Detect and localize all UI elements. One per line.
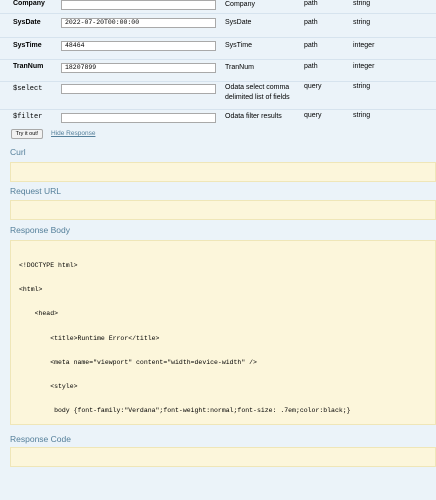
param-description: Odata filter results (225, 113, 282, 120)
response-code-heading: Response Code (10, 434, 71, 444)
response-body-box[interactable] (10, 240, 436, 425)
param-description: SysTime (225, 42, 252, 49)
param-row-systime (0, 38, 436, 60)
param-data-type: string (353, 19, 371, 26)
code-line: <title>Runtime Error</title> (19, 334, 160, 342)
request-url-heading: Request URL (10, 186, 62, 196)
filter-field[interactable] (61, 113, 216, 123)
param-name: SysTime (13, 42, 42, 49)
code-line: <!DOCTYPE html> (19, 262, 78, 269)
hide-response-link[interactable]: Hide Response (51, 130, 96, 137)
param-name: TranNum (13, 63, 44, 70)
response-body-heading: Response Body (10, 225, 71, 235)
response-code-box (10, 447, 436, 467)
try-it-out-button[interactable]: Try it out! (11, 129, 43, 139)
trannum-field[interactable]: 18207899 (61, 63, 216, 73)
param-row-sysdate (0, 14, 436, 38)
company-field[interactable] (61, 0, 216, 10)
code-line: body {font-family:"Verdana";font-weight:normal;font-size: .7em;color:black;} (19, 407, 351, 415)
param-row-company (0, 0, 436, 14)
param-type: query (304, 83, 322, 90)
code-line: <meta name="viewport" content="width=device-width" /> (19, 358, 257, 366)
systime-field[interactable]: 48464 (61, 41, 216, 51)
param-description: Company (225, 1, 255, 8)
param-description: Odata select comma delimited list of fields (225, 84, 290, 101)
code-line: <head> (19, 310, 59, 318)
param-type: path (304, 42, 318, 49)
param-type: path (304, 63, 318, 70)
param-data-type: string (353, 83, 371, 90)
request-url-box (10, 200, 436, 220)
curl-heading: Curl (10, 147, 26, 157)
sysdate-field[interactable]: 2022-07-20T00:00:00 (61, 18, 216, 28)
param-row-trannum (0, 60, 436, 82)
param-row-select (0, 82, 436, 110)
param-name: Company (13, 0, 45, 7)
code-line: <html> (19, 286, 43, 294)
param-name: $select (13, 85, 43, 93)
param-data-type: integer (353, 63, 375, 70)
param-data-type: string (353, 0, 371, 7)
param-name: SysDate (13, 19, 41, 26)
param-description: SysDate (225, 19, 252, 26)
param-description: TranNum (225, 64, 254, 71)
select-field[interactable] (61, 84, 216, 94)
param-name: $filter (13, 113, 43, 121)
param-row-filter (0, 110, 436, 126)
code-line: <style> (19, 382, 78, 390)
param-type: query (304, 112, 322, 119)
param-type: path (304, 0, 318, 7)
param-data-type: integer (353, 42, 375, 49)
param-type: path (304, 19, 318, 26)
curl-box (10, 162, 436, 182)
param-data-type: string (353, 112, 371, 119)
